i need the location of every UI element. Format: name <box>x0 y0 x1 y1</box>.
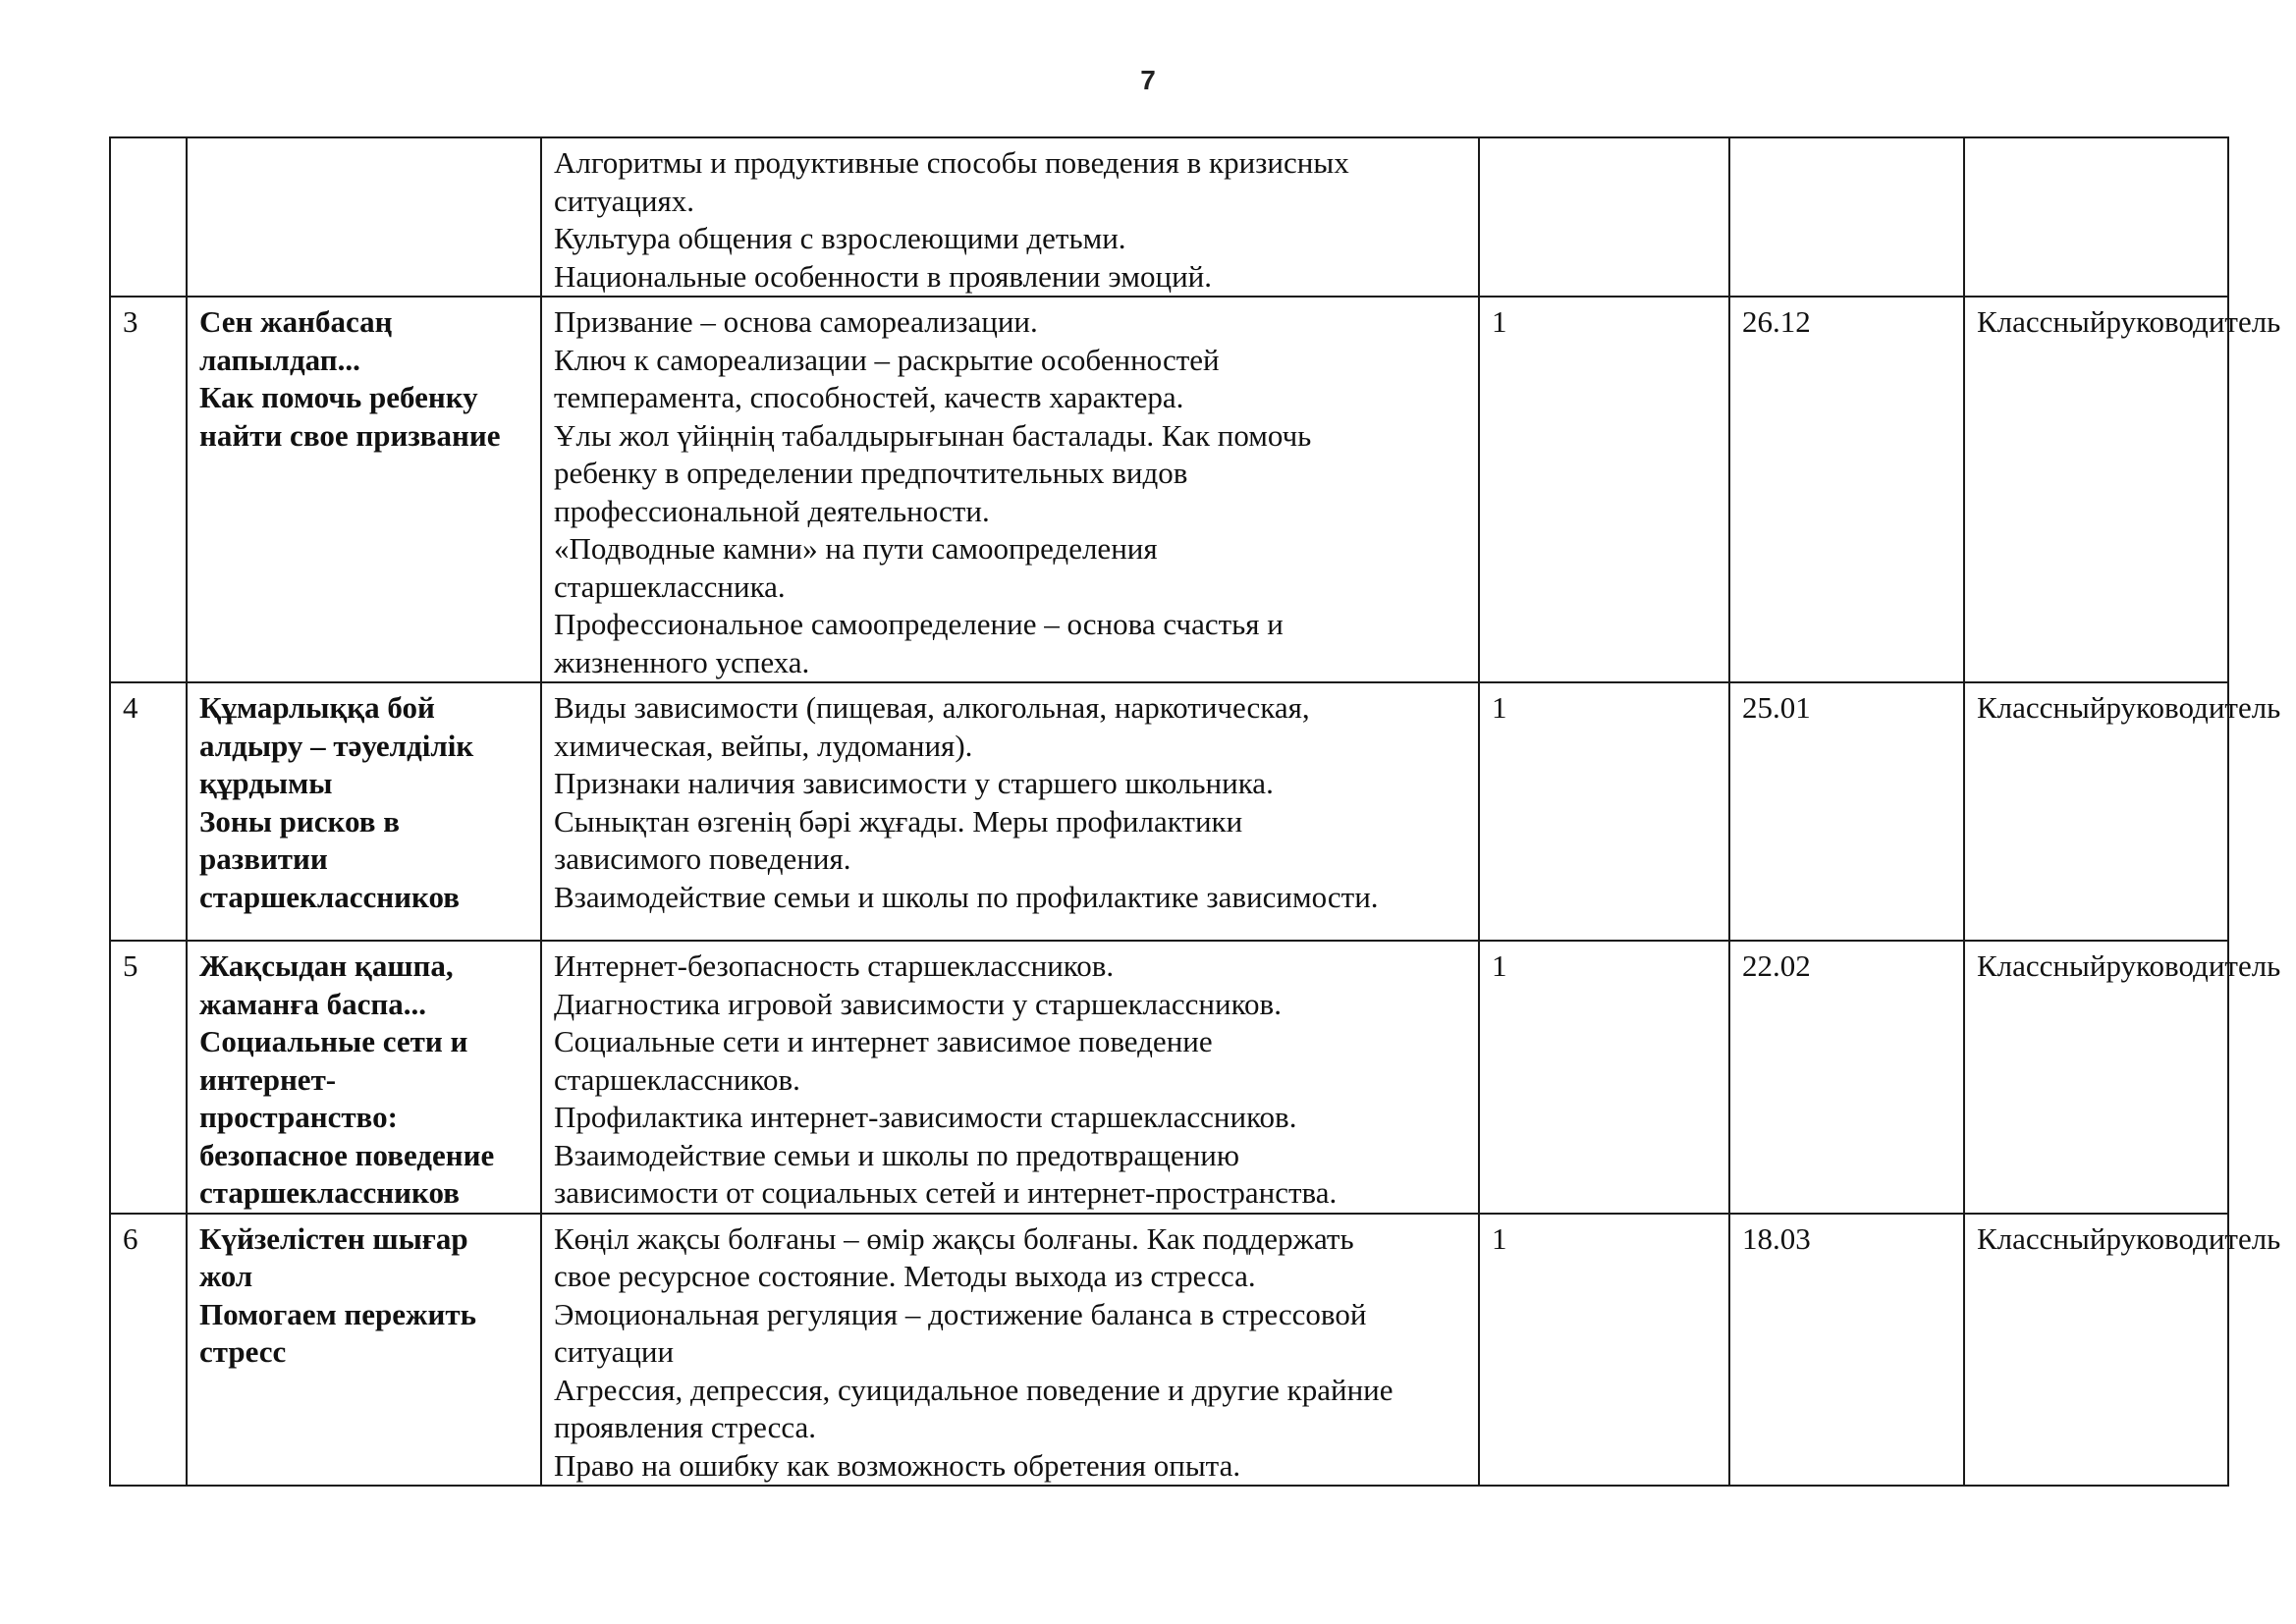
topic-line: Как помочь ребенку <box>199 380 478 414</box>
content-line: Социальные сети и интернет зависимое поведение <box>554 1024 1213 1058</box>
topic-cell <box>187 682 541 941</box>
content-cell <box>541 137 1479 297</box>
topic-line: Жақсыдан қашпа, <box>199 948 454 983</box>
responsible-line: Классный <box>1977 948 2106 983</box>
hours-cell: 1 <box>1479 682 1729 941</box>
row-number-cell: 3 <box>110 297 187 682</box>
content-line: Культура общения с взрослеющими детьми. <box>554 221 1126 255</box>
content-line: Ключ к самореализации – раскрытие особенностей <box>554 342 1220 377</box>
content-line: ребенку в определении предпочтительных видов <box>554 456 1188 490</box>
table-row <box>110 682 2228 941</box>
topic-line: лапылдап... <box>199 342 360 377</box>
responsible-line: руководитель <box>2105 304 2281 339</box>
page-number: 7 <box>1140 65 1156 95</box>
hours-cell: 1 <box>1479 941 1729 1214</box>
content-line: Признаки наличия зависимости у старшего школьника. <box>554 766 1274 800</box>
topic-line: алдыру – тәуелділік <box>199 728 474 763</box>
topic-line: стресс <box>199 1334 287 1369</box>
content-line: Взаимодействие семьи и школы по профилактике зависимости. <box>554 879 1379 914</box>
responsible-cell <box>1964 137 2228 297</box>
responsible-line: Классный <box>1977 304 2106 339</box>
activity-plan-table <box>109 136 2281 1487</box>
topic-line: интернет- <box>199 1061 337 1097</box>
topic-cell <box>187 297 541 682</box>
responsible-line: руководитель <box>2105 1220 2281 1256</box>
date-cell: 22.02 <box>1729 941 1964 1214</box>
row-number-cell: 5 <box>110 941 187 1214</box>
content-line: зависимого поведения. <box>554 841 851 876</box>
hours-cell: 1 <box>1479 297 1729 682</box>
content-cell <box>541 297 1479 682</box>
responsible-line: Классный <box>1977 690 2106 725</box>
responsible-cell <box>1964 1214 2281 1487</box>
responsible-line: Классный <box>1977 1220 2106 1256</box>
date-cell: 18.03 <box>1729 1214 1964 1487</box>
topic-line: құрдымы <box>199 766 333 800</box>
content-line: Эмоциональная регуляция – достижение баланса в стрессовой <box>554 1296 1367 1331</box>
content-line: ситуациях. <box>554 183 695 218</box>
content-line: Сынықтан өзгенің бәрі жұғады. Меры профилактики <box>554 803 1243 839</box>
responsible-line: руководитель <box>2105 690 2281 725</box>
content-line: Призвание – основа самореализации. <box>554 304 1038 339</box>
responsible-cell <box>1964 682 2281 941</box>
content-cell <box>541 941 1479 1214</box>
content-line: свое ресурсное состояние. Методы выхода из стресса. <box>554 1259 1256 1293</box>
topic-line: жаманға баспа... <box>199 986 426 1021</box>
topic-line: Зоны рисков в <box>199 803 400 839</box>
topic-line: старшеклассников <box>199 1175 460 1210</box>
topic-cell <box>187 941 541 1214</box>
topic-line: развитии <box>199 841 328 876</box>
topic-line: Күйзелістен шығар <box>199 1220 468 1256</box>
responsible-line: руководитель <box>2105 948 2281 983</box>
content-line: старшеклассника. <box>554 568 786 604</box>
row-number-cell: 6 <box>110 1214 187 1487</box>
content-line: Алгоритмы и продуктивные способы поведения в кризисных <box>554 145 1349 180</box>
content-line: Профилактика интернет-зависимости старшеклассников. <box>554 1100 1297 1134</box>
date-cell: 25.01 <box>1729 682 1964 941</box>
topic-line: Сен жанбасаң <box>199 304 393 339</box>
content-line: проявления стресса. <box>554 1410 817 1444</box>
content-line: химическая, вейпы, лудомания). <box>554 728 973 763</box>
topic-line: найти свое призвание <box>199 417 501 453</box>
content-cell <box>541 1214 1479 1487</box>
content-line: старшеклассников. <box>554 1061 800 1097</box>
row-number-cell: 4 <box>110 682 187 941</box>
responsible-cell <box>1964 297 2281 682</box>
topic-line: безопасное поведение <box>199 1137 495 1172</box>
content-line: Диагностика игровой зависимости у старшеклассников. <box>554 986 1282 1021</box>
topic-line: Помогаем пережить <box>199 1296 477 1331</box>
date-cell: 26.12 <box>1729 297 1964 682</box>
content-cell <box>541 682 1479 941</box>
table-row <box>110 941 2228 1214</box>
content-line: жизненного успеха. <box>554 644 810 679</box>
content-line: Национальные особенности в проявлении эмоций. <box>554 258 1213 294</box>
content-line: профессиональной деятельности. <box>554 493 990 528</box>
content-line: Виды зависимости (пищевая, алкогольная, наркотическая, <box>554 690 1310 725</box>
content-line: Право на ошибку как возможность обретения опыта. <box>554 1447 1241 1483</box>
topic-line: пространство: <box>199 1100 398 1134</box>
content-line: ситуации <box>554 1334 675 1369</box>
responsible-cell <box>1964 941 2281 1214</box>
row-number-cell <box>110 137 187 297</box>
hours-cell <box>1479 137 1729 297</box>
topic-line: старшеклассников <box>199 879 460 914</box>
date-cell <box>1729 137 1964 297</box>
topic-cell <box>187 137 541 297</box>
content-line: Профессиональное самоопределение – основа счастья и <box>554 607 1284 641</box>
content-line: Көңіл жақсы болғаны – өмір жақсы болғаны. Как поддержать <box>554 1220 1354 1256</box>
content-line: Ұлы жол үйіңнің табалдырығынан басталады. Как помочь <box>554 417 1312 453</box>
content-line: «Подводные камни» на пути самоопределения <box>554 531 1158 566</box>
table-row <box>110 137 2228 297</box>
table-row <box>110 297 2228 682</box>
topic-line: Құмарлыққа бой <box>199 690 435 725</box>
hours-cell: 1 <box>1479 1214 1729 1487</box>
topic-cell <box>187 1214 541 1487</box>
content-line: зависимости от социальных сетей и интернет-пространства. <box>554 1175 1338 1210</box>
content-line: Агрессия, депрессия, суицидальное поведение и другие крайние <box>554 1372 1394 1407</box>
table-row <box>110 1214 2228 1487</box>
content-line: Взаимодействие семьи и школы по предотвращению <box>554 1137 1240 1172</box>
content-line: Интернет-безопасность старшеклассников. <box>554 948 1115 983</box>
topic-line: жол <box>199 1259 253 1293</box>
topic-line: Социальные сети и <box>199 1024 468 1058</box>
content-line: темперамента, способностей, качеств характера. <box>554 380 1184 414</box>
